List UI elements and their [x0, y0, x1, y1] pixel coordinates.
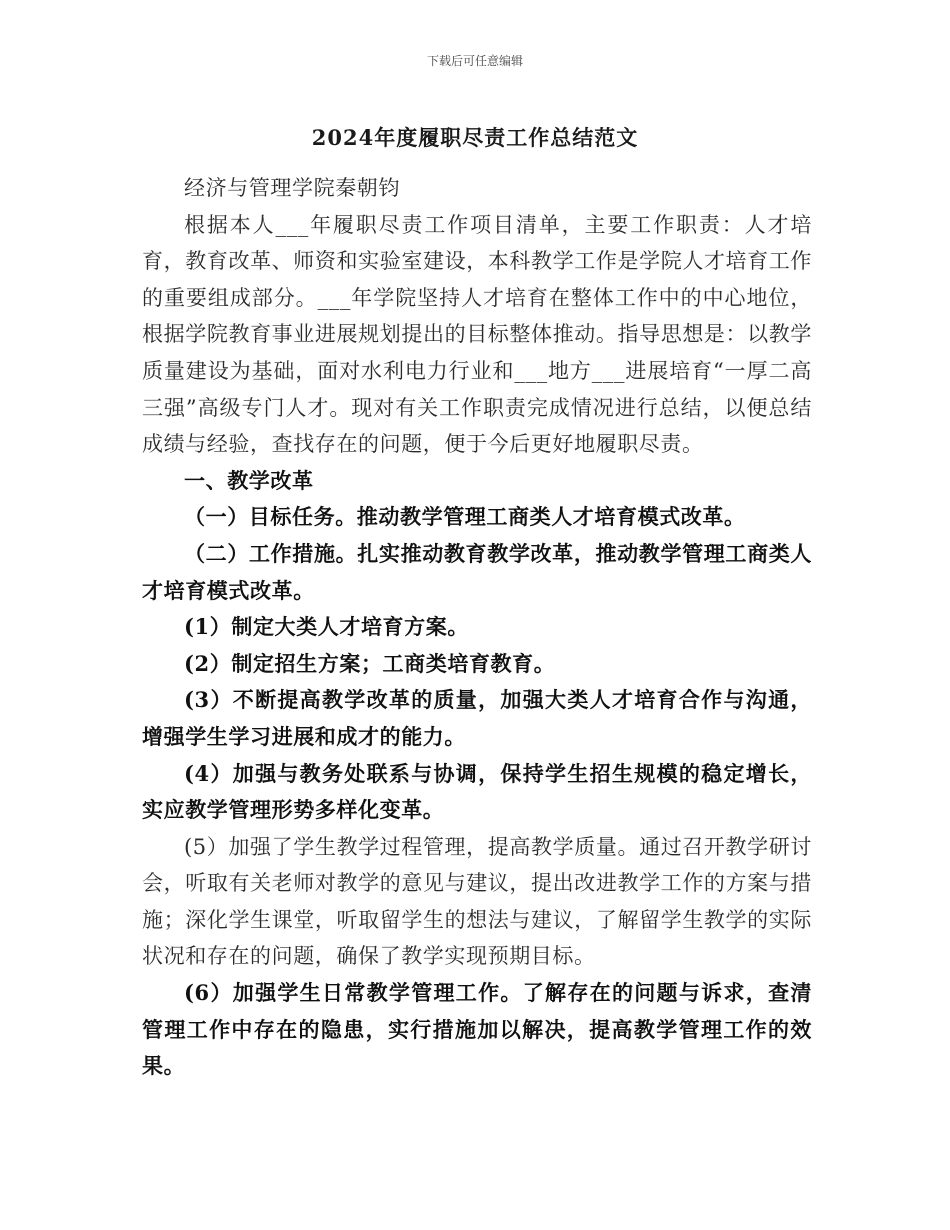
- section-heading-teaching-reform: 一、教学改革: [184, 467, 314, 493]
- subsection-measures: （二）工作措施。扎实推动教育教学改革，推动教学管理工商类人才培育模式改革。: [142, 540, 812, 603]
- measure-item-5: (5）加强了学生教学过程管理，提高教学质量。通过召开教学研讨会，听取有关老师对教学的意见与建议，提出改进教学工作的方案与措施；深化学生课堂，听取留学生的想法与建议，了解留学生教学的实际状况和存在的问题，确保了教学实现预期目标。: [142, 834, 812, 969]
- document-title: 2024年度履职尽责工作总结范文: [311, 125, 639, 150]
- author-line: 经济与管理学院秦朝钧: [184, 176, 400, 200]
- measure-item-3: (3）不断提高教学改革的质量，加强大类人才培育合作与沟通，增强学生学习进展和成才的能力。: [142, 687, 812, 749]
- measure-item-6: (6）加强学生日常教学管理工作。了解存在的问题与诉求，查清管理工作中存在的隐患，实行措施加以解决，提高教学管理工作的效果。: [142, 980, 812, 1079]
- document-body: [142, 170, 812, 1085]
- intro-paragraph: 根据本人___年履职尽责工作项目清单，主要工作职责：人才培育，教育改革、师资和实验室建设，本科教学工作是学院人才培育工作的重要组成部分。___年学院坚持人才培育在整体工作中的中心地位，根据学院教育事业进展规划提出的目标整体推动。指导思想是：以教学质量建设为基础，面对水利电力行业和___地方___进展培育“一厚二高三强”高级专门人才。现对有关工作职责完成情况进行总结，以便总结成绩与经验，查找存在的问题，便于今后更好地履职尽责。: [142, 212, 812, 457]
- measure-item-4: (4）加强与教务处联系与协调，保持学生招生规模的稳定增长，实应教学管理形势多样化变革。: [142, 760, 812, 823]
- measure-item-2: (2）制定招生方案；工商类培育教育。: [184, 650, 556, 676]
- measure-item-1: (1）制定大类人才培育方案。: [184, 614, 469, 640]
- subsection-goal: （一）目标任务。推动教学管理工商类人才培育模式改革。: [184, 504, 746, 530]
- header-note: 下载后可任意编辑: [426, 54, 523, 68]
